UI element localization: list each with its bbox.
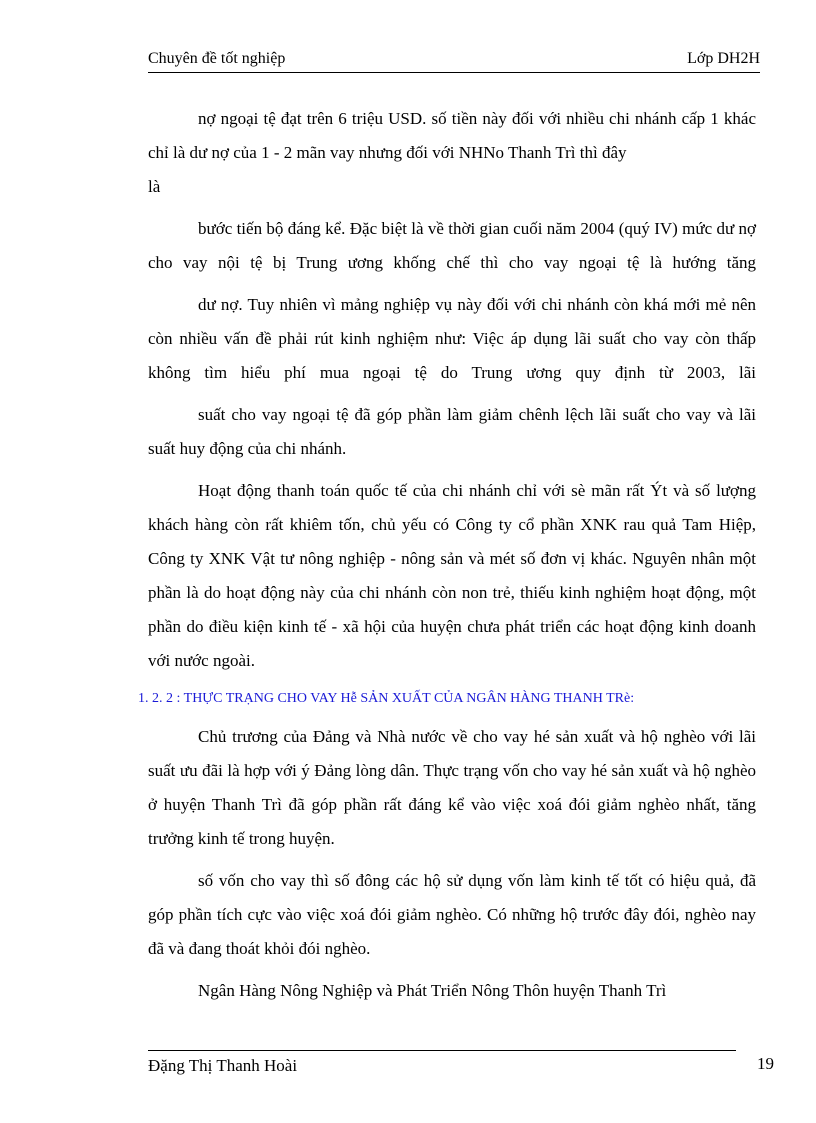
footer-divider	[148, 1050, 736, 1051]
paragraph: nợ ngoại tệ đạt trên 6 triệu USD. số tiền này đối với nhiều chi nhánh cấp 1 khác chỉ là dư nợ của 1 - 2 mãn vay nhưng đối với NHNo Thanh Trì thì đây	[148, 109, 756, 162]
paragraph: suất cho vay ngoại tệ đã góp phần làm giảm chênh lệch lãi suất cho vay và lãi suất huy động của chi nhánh.	[148, 405, 756, 458]
page-number: 19	[757, 1054, 774, 1073]
header-title: Chuyên đề tốt nghiệp	[148, 50, 286, 67]
paragraph: số vốn cho vay thì số đông các hộ sử dụng vốn làm kinh tế tốt có hiệu quả, đã góp phần tích cực vào việc xoá đói giảm nghèo. Có những hộ trước đây đói, nghèo nay đã và đang thoát khỏi đói nghèo.	[148, 871, 756, 958]
footer-author: Đặng Thị Thanh Hoài	[148, 1056, 298, 1075]
document-body	[138, 102, 756, 1016]
paragraph: Hoạt động thanh toán quốc tế của chi nhánh chỉ với sè mãn rất Ýt và số lượng khách hàng còn rất khiêm tốn, chủ yếu có Công ty cổ phần XNK rau quả Tam Hiệp, Công ty XNK Vật tư nông nghiệp - nông sản và mét số đơn vị khác. Nguyên nhân một phần là do hoạt động này của chi nhánh còn non trẻ, thiếu kinh nghiệm hoạt động, một phần do điều kiện kinh tế - xã hội của huyện chưa phát triển các hoạt động kinh doanh với nước ngoài.	[148, 481, 756, 670]
paragraph: bước tiến bộ đáng kể. Đặc biệt là về thời gian cuối năm 2004 (quý IV) mức dư nợ cho vay nội tệ bị Trung ương khống chế thì cho vay ngoại tệ là hướng tăng	[148, 219, 756, 272]
page-header	[148, 50, 760, 73]
section-heading: 1. 2. 2 : THỰC TRẠNG CHO VAY Hễ SẢN XUẤT CỦA NGÂN HÀNG THANH TRè:	[138, 691, 635, 706]
header-class: Lớp DH2H	[687, 50, 760, 67]
paragraph: Ngân Hàng Nông Nghiệp và Phát Triển Nông Thôn huyện Thanh Trì	[198, 981, 667, 1000]
paragraph: Chủ trương của Đảng và Nhà nước về cho vay hé sản xuất và hộ nghèo với lãi suất ưu đãi là hợp với ý Đảng lòng dân. Thực trạng vốn cho vay hé sản xuất và hộ nghèo ở huyện Thanh Trì đã góp phần rất đáng kể vào việc xoá đói giảm nghèo nhất, tăng trưởng kinh tế trong huyện.	[148, 727, 756, 848]
paragraph: dư nợ. Tuy nhiên vì mảng nghiệp vụ này đối với chi nhánh còn khá mới mẻ nên còn nhiều vấn đề phải rút kinh nghiệm như: Việc áp dụng lãi suất cho vay còn thấp không tìm hiểu phí mua ngoại tệ do Trung ương quy định từ 2003, lãi	[148, 295, 756, 382]
paragraph-continuation: là	[148, 177, 161, 196]
